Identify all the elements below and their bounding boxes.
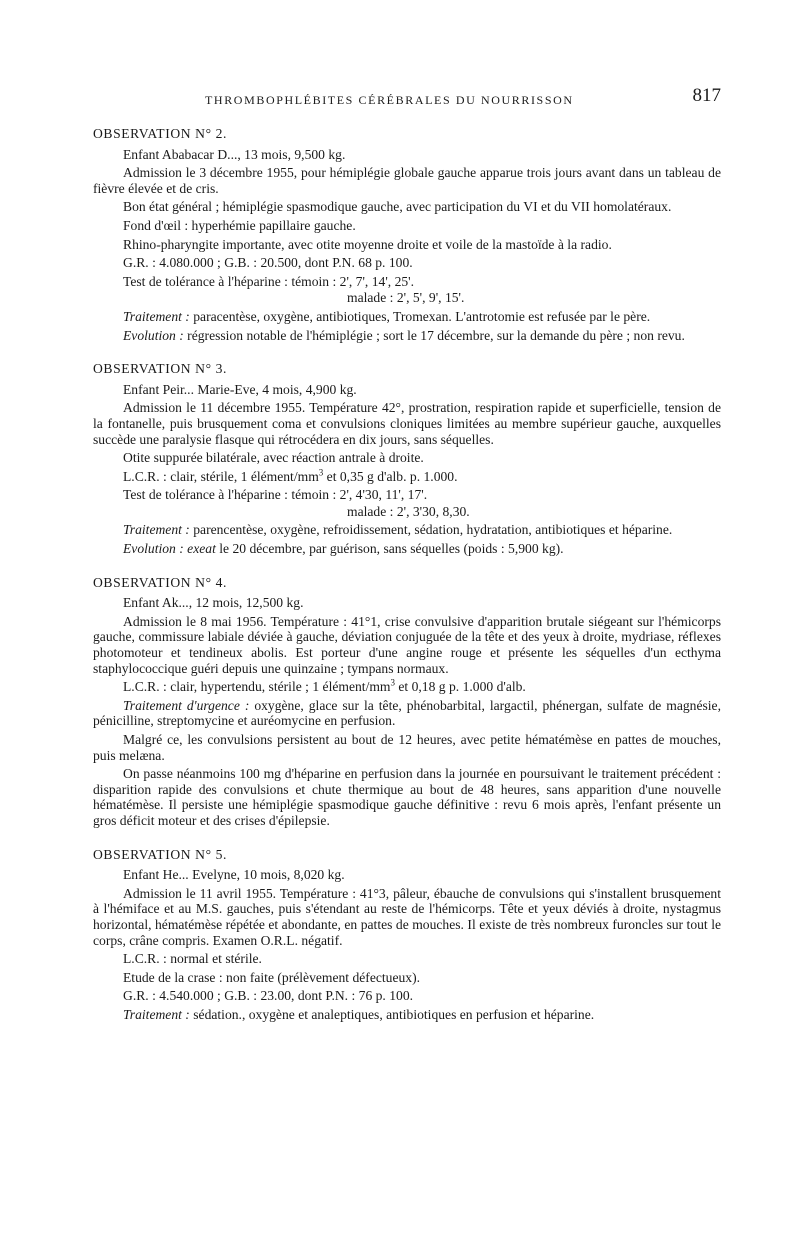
coagulation-line: Etude de la crase : non faite (prélèvement défectueux). xyxy=(123,969,421,985)
evolution-paragraph xyxy=(93,328,721,344)
observation-title: OBSERVATION N° 4. xyxy=(93,574,228,590)
general-state-paragraph: Bon état général ; hémiplégie spasmodique gauche, avec participation du VI et du VII homolatéraux. xyxy=(123,199,672,215)
admission-paragraph: Admission le 8 mai 1956. Température : 41°1, crise convulsive d'apparition brutale siégeant sur l'hémicorps gauche, commissure labiale déviée à gauche, déviation conjuguée de la tête et des yeux à droite, mydriase, réflexes photomoteur et tendineux abolis. Est porteur d'une angine rouge et présente les séquelles d'un ecthyma staphylococcique guéri depuis une quinzaine ; tympans normaux. xyxy=(93,613,721,676)
treatment-paragraph xyxy=(93,1007,721,1023)
observation-3 xyxy=(93,361,721,557)
csf-line: L.C.R. : normal et stérile. xyxy=(123,951,262,967)
csf-line xyxy=(93,469,721,485)
patient-line: Enfant Ak..., 12 mois, 12,500 kg. xyxy=(123,595,304,611)
treatment-text: paracentèse, oxygène, antibiotiques, Tromexan. L'antrotomie est refusée par le père. xyxy=(189,308,651,324)
running-header xyxy=(93,85,721,114)
treatment-label: Traitement : xyxy=(123,1006,190,1022)
evolution-paragraph xyxy=(93,541,721,557)
csf-superscript: 3 xyxy=(318,467,324,478)
treatment-paragraph xyxy=(93,309,721,325)
evolution-label: Evolution : exeat xyxy=(123,541,216,557)
admission-paragraph: Admission le 11 avril 1955. Température : 41°3, pâleur, ébauche de convulsions qui s'installent brusquement à l'hémiface et au M.S. gauches, puis s'étendant au reste de l'hémicorps. Tête et yeux déviés à droite, nystagmus horizontal, hématémèse répétée et abondante, en pattes de mouches. Il existe de très nombreux furoncles sur tout le corps, crâne compris. Examen O.R.L. négatif. xyxy=(93,885,721,948)
treatment-label: Traitement d'urgence : xyxy=(123,697,250,713)
evolution-text: régression notable de l'hémiplégie ; sort le 17 décembre, sur la demande du père ; non revu. xyxy=(183,327,685,343)
observation-2 xyxy=(93,126,721,343)
csf-text-a: L.C.R. : clair, stérile, 1 élément/mm xyxy=(123,468,319,484)
heparin-test-control-line: Test de tolérance à l'héparine : témoin : 2', 7', 14', 25'. xyxy=(123,273,415,289)
observation-4 xyxy=(93,575,721,829)
heparin-paragraph: On passe néanmoins 100 mg d'héparine en perfusion dans la journée en poursuivant le traitement précédent : disparition rapide des convulsions et chute thermique au bout de 48 heures, sans apparition d'une nouvelle hématémèse. Il persiste une hémiplégie spasmodique gauche définitive : revu 6 mois après, l'enfant présente un gros déficit moteur et des crises d'épilepsie. xyxy=(93,766,721,828)
csf-superscript: 3 xyxy=(390,677,395,688)
patient-line: Enfant Ababacar D..., 13 mois, 9,500 kg. xyxy=(123,146,346,162)
csf-line xyxy=(93,679,721,695)
document-page xyxy=(93,85,721,1041)
treatment-label: Traitement : xyxy=(123,522,190,538)
treatment-paragraph xyxy=(93,522,721,538)
observation-title: OBSERVATION N° 5. xyxy=(93,846,228,862)
observation-title: OBSERVATION N° 2. xyxy=(93,126,228,141)
blood-count-line: G.R. : 4.540.000 ; G.B. : 23.00, dont P.N. : 76 p. 100. xyxy=(123,988,414,1004)
csf-text-a: L.C.R. : clair, hypertendu, stérile ; 1 élément/mm xyxy=(123,679,391,695)
heparin-test-patient-line: malade : 2', 3'30, 8,30. xyxy=(347,503,470,519)
patient-line: Enfant He... Evelyne, 10 mois, 8,020 kg. xyxy=(123,867,345,883)
blood-count-line: G.R. : 4.080.000 ; G.B. : 20.500, dont P.N. 68 p. 100. xyxy=(123,255,413,271)
otitis-line: Otite suppurée bilatérale, avec réaction antrale à droite. xyxy=(123,450,424,466)
running-title: THROMBOPHLÉBITES CÉRÉBRALES DU NOURRISSON xyxy=(205,93,574,107)
heparin-test-patient-line: malade : 2', 5', 9', 15'. xyxy=(347,290,465,306)
csf-text-b: et 0,35 g d'alb. p. 1.000. xyxy=(323,468,458,484)
patient-line: Enfant Peir... Marie-Eve, 4 mois, 4,900 kg. xyxy=(123,381,357,397)
treatment-text: parencentèse, oxygène, refroidissement, sédation, hydratation, antibiotiques et héparine. xyxy=(189,522,673,538)
evolution-label: Evolution : xyxy=(123,327,184,343)
admission-paragraph: Admission le 3 décembre 1955, pour hémiplégie globale gauche apparue trois jours avant dans un tableau de fièvre élevée et de cris. xyxy=(93,165,721,196)
observation-5 xyxy=(93,847,721,1023)
observation-title: OBSERVATION N° 3. xyxy=(93,361,228,377)
rhino-paragraph: Rhino-pharyngite importante, avec otite moyenne droite et voile de la mastoïde à la radio. xyxy=(123,236,612,252)
admission-paragraph: Admission le 11 décembre 1955. Température 42°, prostration, respiration rapide et superficielle, tension de la fontanelle, puis brusquement coma et convulsions cloniques limitées au membre supérieur gauche, auxquelles succède une paralysie flasque qui rétrocédera en dix jours, sans séquelles. xyxy=(93,400,721,447)
fundus-line: Fond d'œil : hyperhémie papillaire gauche. xyxy=(123,217,356,233)
evolution-text: le 20 décembre, par guérison, sans séquelles (poids : 5,900 kg). xyxy=(215,541,564,557)
treatment-label: Traitement : xyxy=(123,308,190,324)
heparin-test-control-line: Test de tolérance à l'héparine : témoin : 2', 4'30, 11', 17'. xyxy=(123,487,428,503)
treatment-text: sédation., oxygène et analeptiques, antibiotiques en perfusion et héparine. xyxy=(189,1006,595,1022)
csf-text-b: et 0,18 g p. 1.000 d'alb. xyxy=(395,679,526,695)
treatment-text: oxygène, glace sur la tête, phénobarbital, largactil, phénergan, sulfate de magnésie, pénicilline, streptomycine et auréomycine en perfusion. xyxy=(93,697,721,729)
treatment-paragraph xyxy=(93,698,721,729)
page-number: 817 xyxy=(692,85,721,106)
persistence-paragraph: Malgré ce, les convulsions persistent au bout de 12 heures, avec petite hématémèse en pattes de mouches, puis melæna. xyxy=(93,732,721,763)
